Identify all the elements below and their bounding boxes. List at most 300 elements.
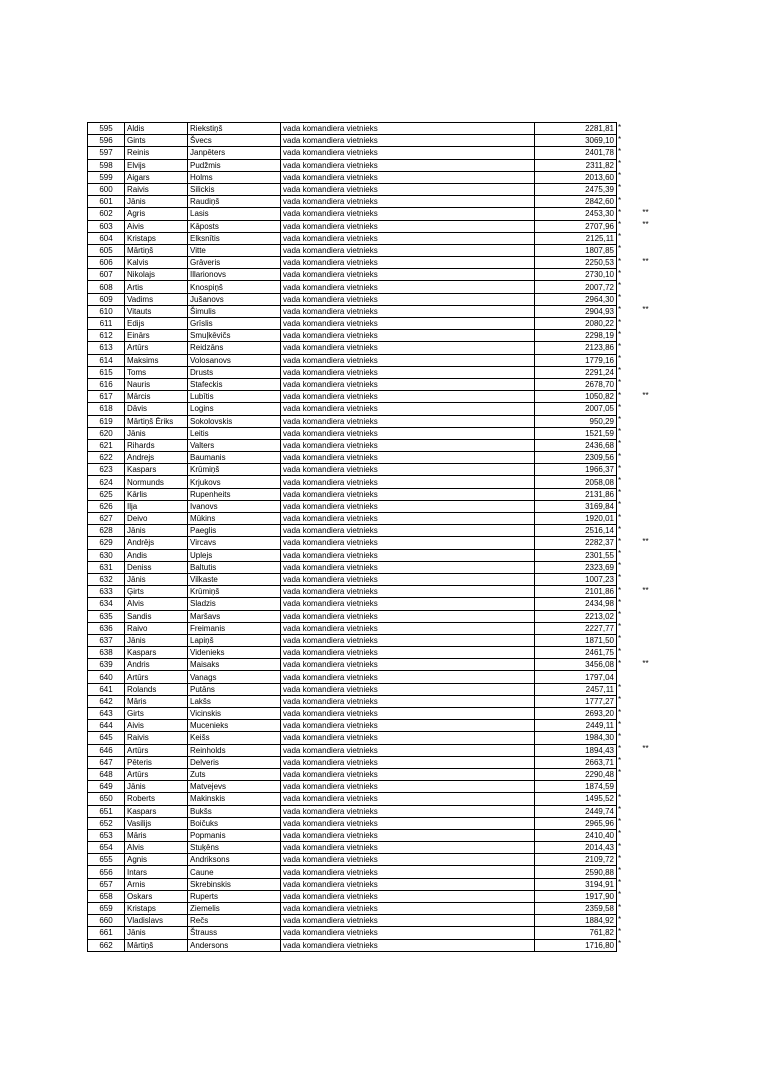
single-asterisk-mark: * <box>618 207 622 217</box>
first-name-cell: Oskars <box>125 890 188 902</box>
single-asterisk-mark: * <box>618 707 622 717</box>
position-cell: vada komandiera vietnieks <box>281 354 535 366</box>
double-asterisk-mark <box>633 878 659 890</box>
single-asterisk-mark: * <box>618 549 622 559</box>
amount-cell: 2309,56 <box>535 452 617 464</box>
double-asterisk-mark <box>633 476 659 488</box>
double-asterisk-mark <box>633 561 659 573</box>
single-asterisk-mark: * <box>618 439 622 449</box>
table-row <box>88 439 659 451</box>
first-name-cell: Aldis <box>125 123 188 135</box>
last-name-cell: Volosanovs <box>188 354 281 366</box>
row-number-cell: 608 <box>88 281 125 293</box>
amount-cell: 1884,92 <box>535 915 617 927</box>
amount-cell: 1050,82 <box>535 391 617 403</box>
single-asterisk-mark: * <box>618 573 622 583</box>
position-cell: vada komandiera vietnieks <box>281 598 535 610</box>
position-cell: vada komandiera vietnieks <box>281 196 535 208</box>
first-name-cell: Arnis <box>125 878 188 890</box>
double-asterisk-mark: ** <box>642 536 649 546</box>
position-cell: vada komandiera vietnieks <box>281 269 535 281</box>
last-name-cell: Delveris <box>188 756 281 768</box>
row-number-cell: 627 <box>88 513 125 525</box>
amount-cell: 2281,81 <box>535 123 617 135</box>
last-name-cell: Matvejevs <box>188 781 281 793</box>
double-asterisk-mark <box>633 683 659 695</box>
table-row <box>88 427 659 439</box>
position-cell: vada komandiera vietnieks <box>281 915 535 927</box>
row-number-cell: 653 <box>88 829 125 841</box>
table-row <box>88 342 659 354</box>
single-asterisk-mark: * <box>618 939 622 949</box>
last-name-cell: Holms <box>188 171 281 183</box>
position-cell: vada komandiera vietnieks <box>281 244 535 256</box>
position-cell: vada komandiera vietnieks <box>281 720 535 732</box>
row-number-cell: 657 <box>88 878 125 890</box>
last-name-cell: Raudiņš <box>188 196 281 208</box>
row-number-cell: 644 <box>88 720 125 732</box>
last-name-cell: Vanags <box>188 671 281 683</box>
double-asterisk-mark <box>633 720 659 732</box>
first-name-cell: Intars <box>125 866 188 878</box>
row-number-cell: 637 <box>88 634 125 646</box>
row-number-cell: 645 <box>88 732 125 744</box>
position-cell: vada komandiera vietnieks <box>281 220 535 232</box>
row-number-cell: 640 <box>88 671 125 683</box>
amount-cell: 2457,11 <box>535 683 617 695</box>
double-asterisk-mark <box>633 708 659 720</box>
single-asterisk-mark: * <box>618 463 622 473</box>
amount-cell: 1874,59 <box>535 781 617 793</box>
amount-cell: 3069,10 <box>535 135 617 147</box>
double-asterisk-mark <box>633 634 659 646</box>
table-body <box>88 123 659 952</box>
amount-cell: 2080,22 <box>535 318 617 330</box>
table-row <box>88 293 659 305</box>
first-name-cell: Nikolajs <box>125 269 188 281</box>
first-name-cell: Artūrs <box>125 744 188 756</box>
row-number-cell: 598 <box>88 159 125 171</box>
position-cell: vada komandiera vietnieks <box>281 403 535 415</box>
first-name-cell: Edijs <box>125 318 188 330</box>
double-asterisk-mark <box>633 415 659 427</box>
first-name-cell: Andrējs <box>125 537 188 549</box>
amount-cell: 2965,96 <box>535 817 617 829</box>
amount-cell: 950,29 <box>535 415 617 427</box>
amount-cell: 2475,39 <box>535 183 617 195</box>
single-asterisk-mark: * <box>618 451 622 461</box>
amount-cell: 2125,11 <box>535 232 617 244</box>
single-asterisk-mark: * <box>618 744 622 754</box>
first-name-cell: Deivo <box>125 513 188 525</box>
row-number-cell: 661 <box>88 927 125 939</box>
single-asterisk-mark: * <box>618 865 622 875</box>
single-asterisk-mark: * <box>618 317 622 327</box>
row-number-cell: 648 <box>88 768 125 780</box>
single-asterisk-mark: * <box>618 731 622 741</box>
first-name-cell: Mārtiņš <box>125 244 188 256</box>
amount-cell: 2291,24 <box>535 366 617 378</box>
position-cell: vada komandiera vietnieks <box>281 647 535 659</box>
last-name-cell: Reidzāns <box>188 342 281 354</box>
position-cell: vada komandiera vietnieks <box>281 842 535 854</box>
double-asterisk-mark <box>633 269 659 281</box>
double-asterisk-mark <box>633 171 659 183</box>
double-asterisk-mark <box>633 232 659 244</box>
first-name-cell: Jānis <box>125 573 188 585</box>
row-number-cell: 634 <box>88 598 125 610</box>
row-number-cell: 601 <box>88 196 125 208</box>
last-name-cell: Sladzis <box>188 598 281 610</box>
row-number-cell: 647 <box>88 756 125 768</box>
position-cell: vada komandiera vietnieks <box>281 464 535 476</box>
first-name-cell: Toms <box>125 366 188 378</box>
row-number-cell: 617 <box>88 391 125 403</box>
row-number-cell: 597 <box>88 147 125 159</box>
table-row <box>88 391 659 403</box>
amount-cell: 2213,02 <box>535 610 617 622</box>
table-row <box>88 257 659 269</box>
table-row <box>88 220 659 232</box>
single-asterisk-mark: * <box>618 415 622 424</box>
double-asterisk-mark <box>633 695 659 707</box>
single-asterisk-mark: * <box>618 817 622 827</box>
table-row <box>88 927 659 939</box>
amount-cell: 2730,10 <box>535 269 617 281</box>
single-asterisk-mark <box>617 671 633 683</box>
amount-cell: 2131,86 <box>535 488 617 500</box>
single-asterisk-mark: * <box>618 390 622 400</box>
single-asterisk-mark: * <box>618 561 622 571</box>
first-name-cell: Vladislavs <box>125 915 188 927</box>
row-number-cell: 619 <box>88 415 125 427</box>
double-asterisk-mark <box>633 903 659 915</box>
single-asterisk-mark: * <box>618 195 622 205</box>
single-asterisk-mark: * <box>618 878 622 888</box>
position-cell: vada komandiera vietnieks <box>281 183 535 195</box>
row-number-cell: 616 <box>88 378 125 390</box>
amount-cell: 1871,50 <box>535 634 617 646</box>
single-asterisk-mark: * <box>618 378 622 388</box>
table-row <box>88 781 659 793</box>
first-name-cell: Māris <box>125 695 188 707</box>
amount-cell: 2434,98 <box>535 598 617 610</box>
double-asterisk-mark <box>633 525 659 537</box>
row-number-cell: 605 <box>88 244 125 256</box>
first-name-cell: Maksims <box>125 354 188 366</box>
double-asterisk-mark <box>633 488 659 500</box>
amount-cell: 2678,70 <box>535 378 617 390</box>
last-name-cell: Popmanis <box>188 829 281 841</box>
amount-cell: 1984,30 <box>535 732 617 744</box>
double-asterisk-mark <box>633 732 659 744</box>
first-name-cell: Roberts <box>125 793 188 805</box>
amount-cell: 3194,91 <box>535 878 617 890</box>
table-row <box>88 281 659 293</box>
first-name-cell: Vitauts <box>125 305 188 317</box>
first-name-cell: Raivis <box>125 183 188 195</box>
single-asterisk-mark: * <box>618 354 622 364</box>
table-row <box>88 476 659 488</box>
last-name-cell: Maisaks <box>188 659 281 671</box>
position-cell: vada komandiera vietnieks <box>281 573 535 585</box>
position-cell: vada komandiera vietnieks <box>281 586 535 598</box>
double-asterisk-mark: ** <box>642 305 649 315</box>
row-number-cell: 633 <box>88 586 125 598</box>
double-asterisk-mark <box>633 196 659 208</box>
double-asterisk-mark <box>633 805 659 817</box>
position-cell: vada komandiera vietnieks <box>281 171 535 183</box>
single-asterisk-mark: * <box>618 134 622 144</box>
double-asterisk-mark: ** <box>642 390 649 400</box>
double-asterisk-mark <box>633 513 659 525</box>
table-row <box>88 695 659 707</box>
last-name-cell: Andriksons <box>188 854 281 866</box>
row-number-cell: 596 <box>88 135 125 147</box>
amount-cell: 3169,84 <box>535 500 617 512</box>
double-asterisk-mark <box>633 854 659 866</box>
amount-cell: 2058,08 <box>535 476 617 488</box>
last-name-cell: Ziemelis <box>188 903 281 915</box>
row-number-cell: 655 <box>88 854 125 866</box>
amount-cell: 1966,37 <box>535 464 617 476</box>
position-cell: vada komandiera vietnieks <box>281 476 535 488</box>
last-name-cell: Vitte <box>188 244 281 256</box>
amount-cell: 1007,23 <box>535 573 617 585</box>
last-name-cell: Jušanovs <box>188 293 281 305</box>
last-name-cell: Vilkaste <box>188 573 281 585</box>
position-cell: vada komandiera vietnieks <box>281 634 535 646</box>
position-cell: vada komandiera vietnieks <box>281 281 535 293</box>
last-name-cell: Elksnītis <box>188 232 281 244</box>
amount-cell: 2298,19 <box>535 330 617 342</box>
single-asterisk-mark: * <box>618 305 622 315</box>
row-number-cell: 612 <box>88 330 125 342</box>
double-asterisk-mark: ** <box>642 256 649 266</box>
single-asterisk-mark: * <box>618 220 622 229</box>
last-name-cell: Lubītis <box>188 391 281 403</box>
table-row <box>88 939 659 951</box>
row-number-cell: 632 <box>88 573 125 585</box>
table-row <box>88 586 659 598</box>
last-name-cell: Grīslis <box>188 318 281 330</box>
table-row <box>88 305 659 317</box>
double-asterisk-mark <box>633 781 659 793</box>
single-asterisk-mark: * <box>618 683 622 693</box>
table-row <box>88 890 659 902</box>
amount-cell: 2007,05 <box>535 403 617 415</box>
double-asterisk-mark: ** <box>642 744 649 754</box>
table-row <box>88 378 659 390</box>
first-name-cell: Normunds <box>125 476 188 488</box>
position-cell: vada komandiera vietnieks <box>281 232 535 244</box>
first-name-cell: Kristaps <box>125 232 188 244</box>
amount-cell: 2663,71 <box>535 756 617 768</box>
double-asterisk-mark <box>633 573 659 585</box>
single-asterisk-mark: * <box>618 366 622 376</box>
last-name-cell: Caune <box>188 866 281 878</box>
last-name-cell: Bukšs <box>188 805 281 817</box>
double-asterisk-mark <box>633 829 659 841</box>
double-asterisk-mark <box>633 842 659 854</box>
table-row <box>88 829 659 841</box>
amount-cell: 2311,82 <box>535 159 617 171</box>
table-row <box>88 561 659 573</box>
amount-cell: 2461,75 <box>535 647 617 659</box>
amount-cell: 1920,01 <box>535 513 617 525</box>
amount-cell: 761,82 <box>535 927 617 939</box>
single-asterisk-mark: * <box>618 512 622 522</box>
first-name-cell: Deniss <box>125 561 188 573</box>
row-number-cell: 650 <box>88 793 125 805</box>
position-cell: vada komandiera vietnieks <box>281 488 535 500</box>
last-name-cell: Skrebinskis <box>188 878 281 890</box>
last-name-cell: Videnieks <box>188 647 281 659</box>
single-asterisk-mark: * <box>618 402 622 412</box>
amount-cell: 2516,14 <box>535 525 617 537</box>
row-number-cell: 607 <box>88 269 125 281</box>
first-name-cell: Kaspars <box>125 805 188 817</box>
single-asterisk-mark: * <box>618 841 622 851</box>
row-number-cell: 638 <box>88 647 125 659</box>
double-asterisk-mark <box>633 768 659 780</box>
last-name-cell: Švecs <box>188 135 281 147</box>
single-asterisk-mark: * <box>618 341 622 351</box>
first-name-cell: Artūrs <box>125 342 188 354</box>
table-row <box>88 159 659 171</box>
first-name-cell: Kristaps <box>125 903 188 915</box>
amount-cell: 1521,59 <box>535 427 617 439</box>
double-asterisk-mark <box>633 817 659 829</box>
amount-cell: 2904,93 <box>535 305 617 317</box>
row-number-cell: 654 <box>88 842 125 854</box>
position-cell: vada komandiera vietnieks <box>281 378 535 390</box>
table-row <box>88 708 659 720</box>
first-name-cell: Vadims <box>125 293 188 305</box>
last-name-cell: Vircavs <box>188 537 281 549</box>
table-row <box>88 659 659 671</box>
first-name-cell: Rolands <box>125 683 188 695</box>
double-asterisk-mark <box>633 427 659 439</box>
table-row <box>88 415 659 427</box>
row-number-cell: 621 <box>88 439 125 451</box>
position-cell: vada komandiera vietnieks <box>281 415 535 427</box>
position-cell: vada komandiera vietnieks <box>281 537 535 549</box>
double-asterisk-mark <box>633 403 659 415</box>
first-name-cell: Raivis <box>125 732 188 744</box>
table-row <box>88 842 659 854</box>
first-name-cell: Artūrs <box>125 768 188 780</box>
double-asterisk-mark <box>633 927 659 939</box>
amount-cell: 2590,88 <box>535 866 617 878</box>
single-asterisk-mark: * <box>618 695 622 705</box>
single-asterisk-mark: * <box>618 646 622 656</box>
first-name-cell: Nauris <box>125 378 188 390</box>
double-asterisk-mark <box>633 622 659 634</box>
row-number-cell: 631 <box>88 561 125 573</box>
single-asterisk-mark: * <box>618 890 622 900</box>
table-row <box>88 269 659 281</box>
amount-cell: 1894,43 <box>535 744 617 756</box>
first-name-cell: Agris <box>125 208 188 220</box>
last-name-cell: Knospiņš <box>188 281 281 293</box>
single-asterisk-mark: * <box>618 585 622 595</box>
double-asterisk-mark <box>633 671 659 683</box>
table-row <box>88 878 659 890</box>
amount-cell: 1777,27 <box>535 695 617 707</box>
last-name-cell: Putāns <box>188 683 281 695</box>
position-cell: vada komandiera vietnieks <box>281 854 535 866</box>
table-row <box>88 671 659 683</box>
position-cell: vada komandiera vietnieks <box>281 525 535 537</box>
table-row <box>88 147 659 159</box>
table-row <box>88 720 659 732</box>
position-cell: vada komandiera vietnieks <box>281 866 535 878</box>
single-asterisk-mark: * <box>618 146 622 156</box>
row-number-cell: 641 <box>88 683 125 695</box>
table-row <box>88 683 659 695</box>
single-asterisk-mark: * <box>618 122 622 132</box>
last-name-cell: Ivanovs <box>188 500 281 512</box>
table-row <box>88 854 659 866</box>
position-cell: vada komandiera vietnieks <box>281 805 535 817</box>
row-number-cell: 613 <box>88 342 125 354</box>
position-cell: vada komandiera vietnieks <box>281 147 535 159</box>
last-name-cell: Andersons <box>188 939 281 951</box>
row-number-cell: 610 <box>88 305 125 317</box>
position-cell: vada komandiera vietnieks <box>281 610 535 622</box>
last-name-cell: Sokolovskis <box>188 415 281 427</box>
last-name-cell: Mūkins <box>188 513 281 525</box>
first-name-cell: Mārtiņš <box>125 939 188 951</box>
row-number-cell: 656 <box>88 866 125 878</box>
table-row <box>88 732 659 744</box>
row-number-cell: 618 <box>88 403 125 415</box>
amount-cell: 2014,43 <box>535 842 617 854</box>
amount-cell: 2436,68 <box>535 439 617 451</box>
single-asterisk-mark: * <box>618 244 622 254</box>
double-asterisk-mark <box>633 452 659 464</box>
position-cell: vada komandiera vietnieks <box>281 683 535 695</box>
single-asterisk-mark: * <box>618 805 622 814</box>
last-name-cell: Kāposts <box>188 220 281 232</box>
table-row <box>88 768 659 780</box>
double-asterisk-mark: ** <box>642 220 649 229</box>
single-asterisk-mark: * <box>618 183 622 193</box>
first-name-cell: Andris <box>125 659 188 671</box>
last-name-cell: Vicinskis <box>188 708 281 720</box>
table-row <box>88 183 659 195</box>
first-name-cell: Jānis <box>125 634 188 646</box>
single-asterisk-mark: * <box>618 293 622 303</box>
last-name-cell: Drusts <box>188 366 281 378</box>
last-name-cell: Keišs <box>188 732 281 744</box>
table-row <box>88 817 659 829</box>
row-number-cell: 600 <box>88 183 125 195</box>
single-asterisk-mark: * <box>618 792 622 802</box>
row-number-cell: 639 <box>88 659 125 671</box>
amount-cell: 2323,69 <box>535 561 617 573</box>
double-asterisk-mark <box>633 281 659 293</box>
table-row <box>88 915 659 927</box>
single-asterisk-mark: * <box>618 500 622 510</box>
first-name-cell: Aigars <box>125 171 188 183</box>
double-asterisk-mark <box>633 330 659 342</box>
row-number-cell: 623 <box>88 464 125 476</box>
table-row <box>88 549 659 561</box>
last-name-cell: Lasis <box>188 208 281 220</box>
last-name-cell: Rupenheits <box>188 488 281 500</box>
